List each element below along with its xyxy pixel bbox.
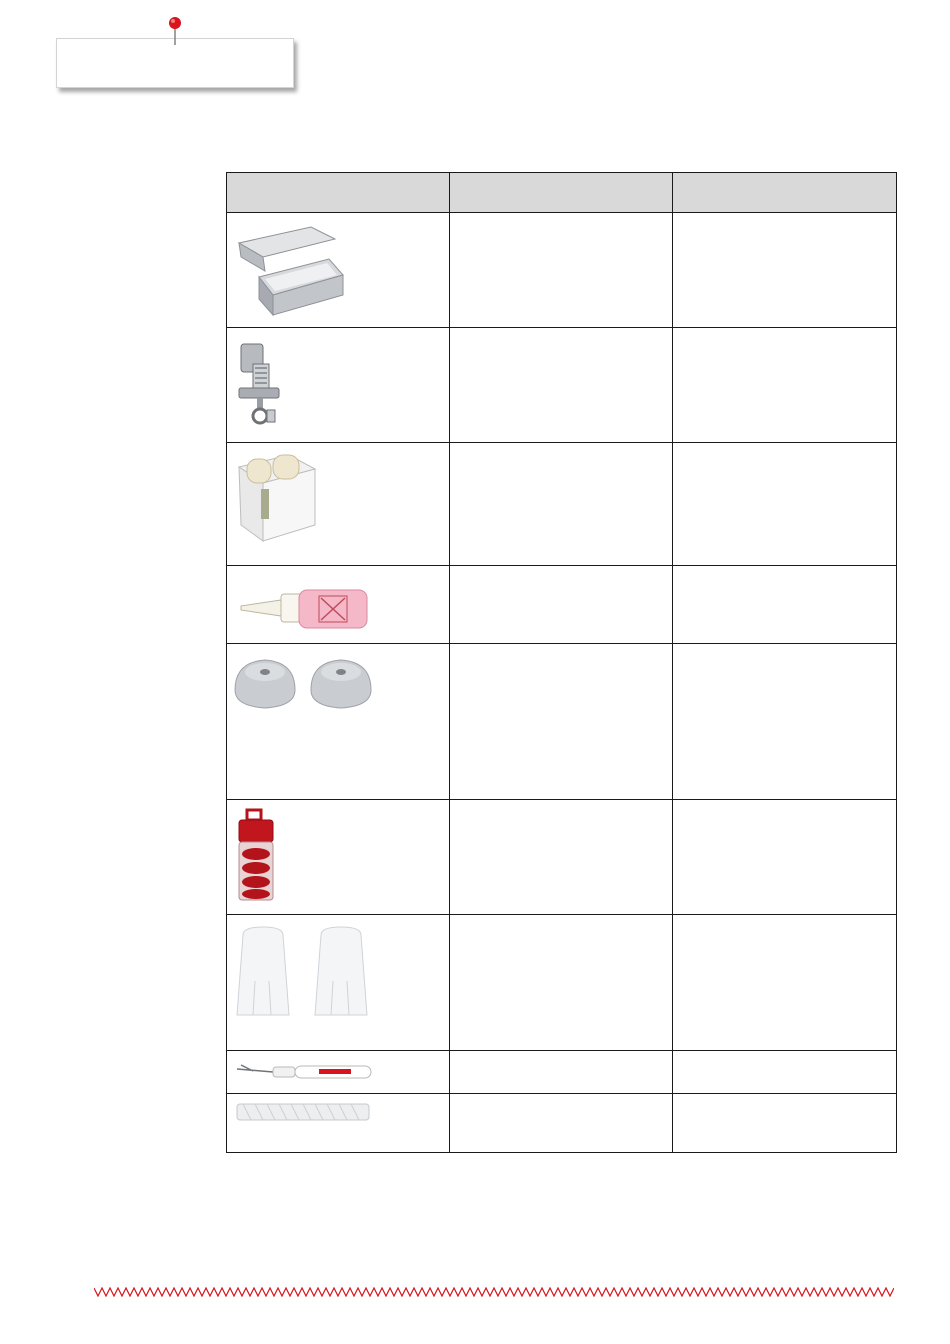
table-header-row [227, 173, 897, 213]
table-row [227, 644, 897, 800]
item-name [450, 213, 673, 328]
item-purpose [673, 213, 897, 328]
table-row [227, 800, 897, 915]
image-cell [227, 213, 450, 328]
item-name [450, 566, 673, 644]
thread-net-caps-icon [233, 921, 373, 1021]
item-name [450, 1051, 673, 1094]
presser-foot-icon [233, 334, 293, 434]
item-name [450, 328, 673, 443]
seam-ripper-icon [233, 1057, 373, 1085]
pushpin-icon [165, 15, 185, 47]
table-row [227, 566, 897, 644]
image-cell [227, 1051, 450, 1094]
felt-pad-holder-icon [233, 449, 323, 549]
table-row [227, 1051, 897, 1094]
image-cell [227, 915, 450, 1051]
item-purpose [673, 328, 897, 443]
item-purpose [673, 644, 897, 800]
item-purpose [673, 1094, 897, 1153]
item-name [450, 644, 673, 800]
item-name [450, 915, 673, 1051]
spool-discs-icon [233, 650, 383, 710]
accessories-table [226, 172, 897, 1153]
item-name [450, 1094, 673, 1153]
column-header-name [450, 173, 673, 213]
item-purpose [673, 1051, 897, 1094]
image-cell [227, 566, 450, 644]
image-cell [227, 1094, 450, 1153]
column-header-image [227, 173, 450, 213]
table-row [227, 1094, 897, 1153]
image-cell [227, 644, 450, 800]
table-row [227, 915, 897, 1051]
image-cell [227, 443, 450, 566]
column-header-purpose [673, 173, 897, 213]
oil-bottle-icon [233, 572, 373, 636]
image-cell [227, 328, 450, 443]
thread-net-icon [233, 1100, 373, 1124]
item-name [450, 443, 673, 566]
image-cell [227, 800, 450, 915]
tin-box-icon [233, 219, 353, 319]
table-row [227, 213, 897, 328]
item-purpose [673, 566, 897, 644]
item-purpose [673, 800, 897, 915]
item-purpose [673, 443, 897, 566]
table-row [227, 443, 897, 566]
table-row [227, 328, 897, 443]
stitch-border [94, 1286, 894, 1298]
bobbin-container-icon [233, 806, 283, 906]
item-name [450, 800, 673, 915]
item-purpose [673, 915, 897, 1051]
